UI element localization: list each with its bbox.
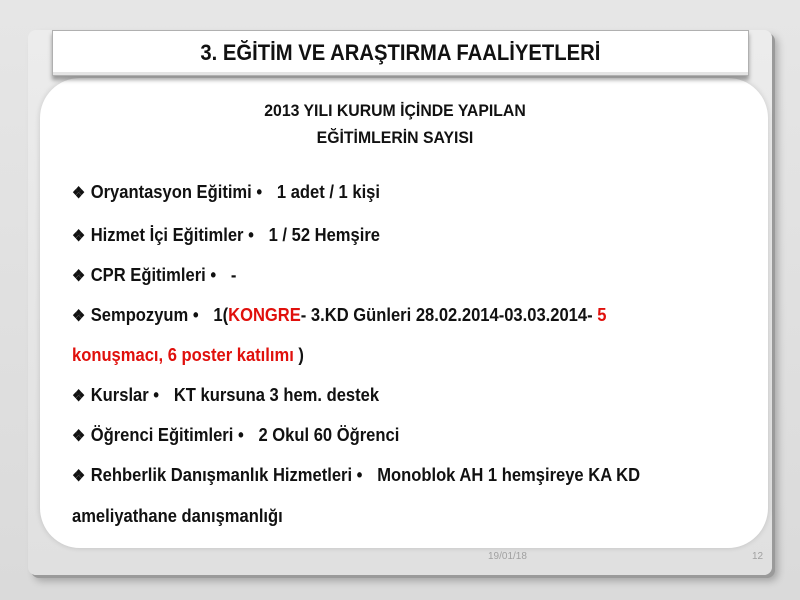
item-value: 1 adet / 1 kişi xyxy=(276,182,380,202)
list-item-rehberlik-cont xyxy=(72,506,283,527)
item-label: CPR Eğitimleri • xyxy=(90,265,217,285)
item-label: Öğrenci Eğitimleri • xyxy=(90,425,244,445)
list-item-oryantasyon xyxy=(72,182,380,203)
item-value-end: ) xyxy=(293,345,304,365)
item-label: Oryantasyon Eğitimi • xyxy=(90,182,263,202)
item-value-mid: - 3.KD Günleri 28.02.2014-03.03.2014- xyxy=(300,305,598,325)
diamond-bullet-icon: ❖ xyxy=(72,388,86,405)
item-value-line2: ameliyathane danışmanlığı xyxy=(72,506,283,526)
footer-date: 19/01/18 xyxy=(488,551,527,562)
item-value: KT kursuna 3 hem. destek xyxy=(173,385,380,405)
diamond-bullet-icon: ❖ xyxy=(72,468,86,485)
list-item-sempozyum-cont xyxy=(72,345,304,366)
slide-title: 3. EĞİTİM VE ARAŞTIRMA FAALİYETLERİ xyxy=(200,40,601,65)
diamond-bullet-icon: ❖ xyxy=(72,228,86,245)
item-value: 2 Okul 60 Öğrenci xyxy=(258,425,400,445)
list-item-rehberlik xyxy=(72,465,640,486)
item-label: Kurslar • xyxy=(90,385,160,405)
item-value: Monoblok AH 1 hemşireye KA KD xyxy=(377,465,641,485)
list-item-ogrenci xyxy=(72,425,399,446)
subtitle-line-1: 2013 YILI KURUM İÇİNDE YAPILAN xyxy=(264,101,526,120)
item-value-participation: konuşmacı, 6 poster katılımı xyxy=(72,345,294,365)
list-item-hizmet-ici xyxy=(72,225,380,246)
diamond-bullet-icon: ❖ xyxy=(72,185,86,202)
title-box xyxy=(52,30,749,76)
subtitle-line-2: EĞİTİMLERİN SAYISI xyxy=(316,128,474,147)
item-value: 1 / 52 Hemşire xyxy=(268,225,380,245)
item-label: Sempozyum • xyxy=(90,305,199,325)
footer-page-number: 12 xyxy=(752,551,764,562)
list-item-kurslar xyxy=(72,385,379,406)
diamond-bullet-icon: ❖ xyxy=(72,268,86,285)
item-value-count: 5 xyxy=(597,305,607,325)
diamond-bullet-icon: ❖ xyxy=(72,308,86,325)
item-label: Rehberlik Danışmanlık Hizmetleri • xyxy=(90,465,363,485)
list-item-cpr xyxy=(72,265,236,286)
diamond-bullet-icon: ❖ xyxy=(72,428,86,445)
item-value: - xyxy=(230,265,237,285)
item-value-kongre: KONGRE xyxy=(228,305,301,325)
list-item-sempozyum xyxy=(72,305,606,326)
item-label: Hizmet İçi Eğitimler • xyxy=(90,225,254,245)
item-value-prefix: 1( xyxy=(213,305,229,325)
